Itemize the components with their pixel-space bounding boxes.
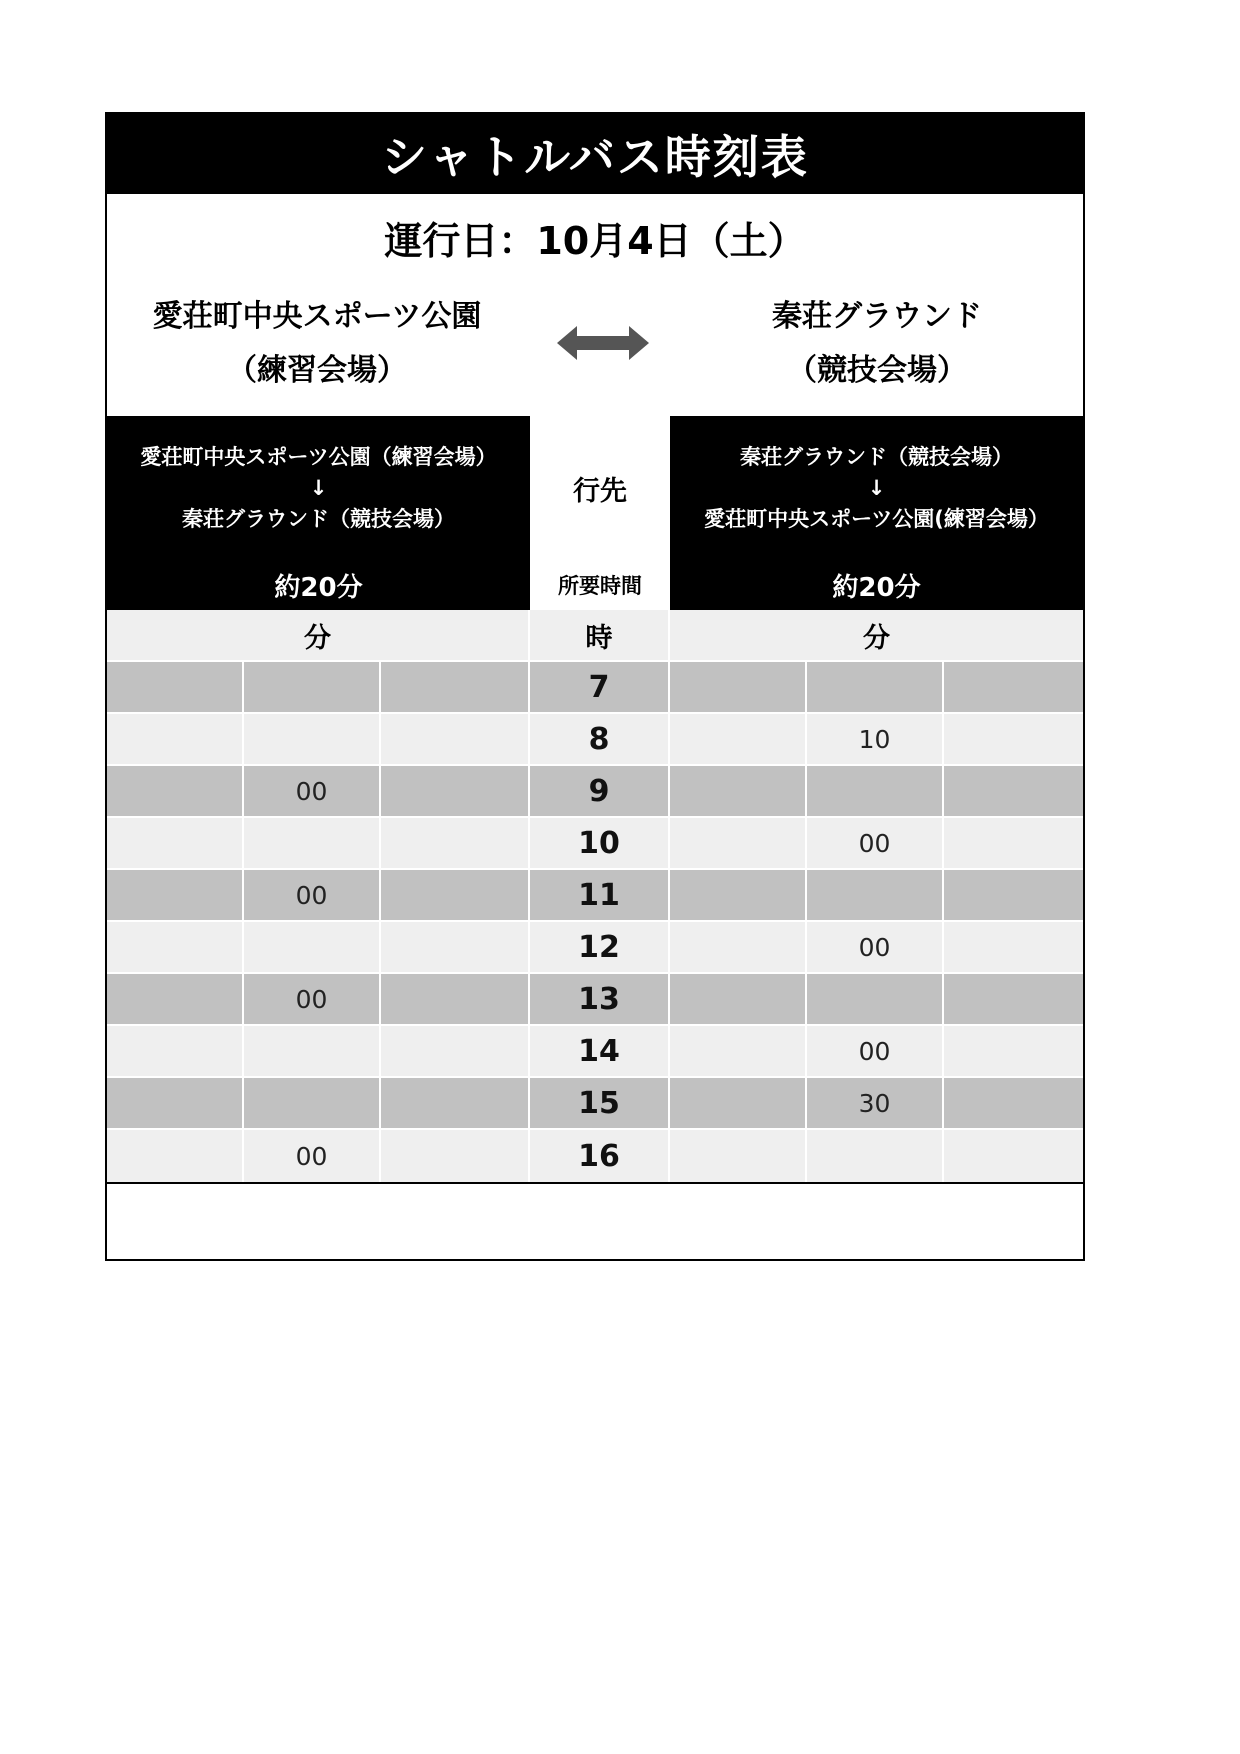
minute-cell: 00 [244, 1130, 381, 1182]
minute-cell: 00 [244, 974, 381, 1026]
travel-time-label: 所要時間 [558, 574, 642, 598]
minute-cell [807, 766, 944, 818]
table-row [107, 974, 1083, 1026]
minute-cell [381, 714, 530, 766]
minute-cell [107, 922, 244, 974]
minute-cell [381, 922, 530, 974]
minute-cell [670, 1026, 807, 1078]
venue-left-name: 愛荘町中央スポーツ公園 [152, 299, 482, 334]
minute-cell [944, 714, 1083, 766]
table-row [107, 714, 1083, 766]
venue-left-sub: （練習会場） [227, 353, 407, 388]
minute-cell [381, 1078, 530, 1130]
route-right [670, 416, 1083, 560]
minute-cell [670, 662, 807, 714]
minute-cell: 00 [807, 922, 944, 974]
minute-cell: 10 [807, 714, 944, 766]
venue-left [117, 289, 517, 399]
minute-cell [670, 870, 807, 922]
hour-cell: 14 [530, 1026, 670, 1078]
minute-cell [807, 974, 944, 1026]
route-left-to: 秦荘グラウンド（競技会場） [182, 506, 455, 531]
header-minutes-right: 分 [670, 610, 1083, 662]
operation-date: 運行日：10月4日（土） [384, 218, 806, 263]
minute-cell [244, 662, 381, 714]
divider [107, 1182, 1083, 1184]
minute-cell [107, 714, 244, 766]
minute-cell [944, 1026, 1083, 1078]
minute-cell [670, 922, 807, 974]
table-row [107, 1026, 1083, 1078]
minute-cell [944, 818, 1083, 870]
minute-cell [670, 974, 807, 1026]
venue-right-sub: （競技会場） [787, 353, 967, 388]
minute-cell: 00 [244, 766, 381, 818]
route-right-to: 愛荘町中央スポーツ公園(練習会場） [704, 506, 1049, 531]
table-row [107, 766, 1083, 818]
minute-cell [107, 1026, 244, 1078]
down-arrow-icon: ↓ [867, 475, 886, 500]
minute-cell [244, 1078, 381, 1130]
timetable-body [107, 662, 1083, 1182]
minute-cell [944, 870, 1083, 922]
minute-cell [944, 766, 1083, 818]
minute-cell [107, 818, 244, 870]
hour-cell: 10 [530, 818, 670, 870]
hour-cell: 11 [530, 870, 670, 922]
minute-cell [670, 766, 807, 818]
minute-cell [670, 818, 807, 870]
venue-right-name: 秦荘グラウンド [772, 299, 982, 334]
minute-cell [381, 1026, 530, 1078]
page-title: シャトルバス時刻表 [107, 114, 1083, 194]
minute-cell: 30 [807, 1078, 944, 1130]
minute-cell [381, 1130, 530, 1182]
hour-cell: 13 [530, 974, 670, 1026]
minute-cell [244, 922, 381, 974]
hour-cell: 8 [530, 714, 670, 766]
route-left-from: 愛荘町中央スポーツ公園（練習会場） [140, 444, 497, 469]
minute-cell [944, 1078, 1083, 1130]
minute-cell [670, 1130, 807, 1182]
minute-cell [807, 662, 944, 714]
route-left [107, 416, 530, 560]
minute-cell: 00 [807, 818, 944, 870]
down-arrow-icon: ↓ [309, 475, 328, 500]
minute-cell [670, 714, 807, 766]
minute-cell [107, 1130, 244, 1182]
travel-time-left: 約20分 [107, 560, 530, 610]
minute-cell [381, 974, 530, 1026]
header-minutes-left: 分 [107, 610, 530, 662]
minute-cell [807, 1130, 944, 1182]
hour-cell: 16 [530, 1130, 670, 1182]
hour-cell: 15 [530, 1078, 670, 1130]
minute-cell [244, 818, 381, 870]
hour-cell: 12 [530, 922, 670, 974]
table-row [107, 818, 1083, 870]
minute-cell [807, 870, 944, 922]
double-arrow-icon [553, 318, 653, 368]
table-row [107, 870, 1083, 922]
minute-cell [107, 974, 244, 1026]
minute-cell: 00 [807, 1026, 944, 1078]
minute-cell [381, 662, 530, 714]
minute-cell [107, 766, 244, 818]
table-row [107, 662, 1083, 714]
hour-cell: 7 [530, 662, 670, 714]
minute-cell: 00 [244, 870, 381, 922]
travel-time-right: 約20分 [670, 560, 1083, 610]
minute-cell [244, 714, 381, 766]
table-row [107, 922, 1083, 974]
minute-cell [944, 922, 1083, 974]
table-row [107, 1130, 1083, 1182]
minute-cell [944, 974, 1083, 1026]
timetable-sheet [105, 112, 1085, 1261]
minute-cell [244, 1026, 381, 1078]
venue-right [667, 289, 1087, 399]
minute-cell [107, 662, 244, 714]
minute-cell [107, 1078, 244, 1130]
route-right-from: 秦荘グラウンド（競技会場） [740, 444, 1013, 469]
destination-label: 行先 [530, 416, 670, 560]
minute-cell [381, 870, 530, 922]
minute-cell [944, 662, 1083, 714]
header-hour: 時 [530, 610, 670, 662]
minute-cell [381, 766, 530, 818]
table-row [107, 1078, 1083, 1130]
minute-cell [670, 1078, 807, 1130]
hour-cell: 9 [530, 766, 670, 818]
minute-cell [381, 818, 530, 870]
minute-cell [107, 870, 244, 922]
minute-cell [944, 1130, 1083, 1182]
